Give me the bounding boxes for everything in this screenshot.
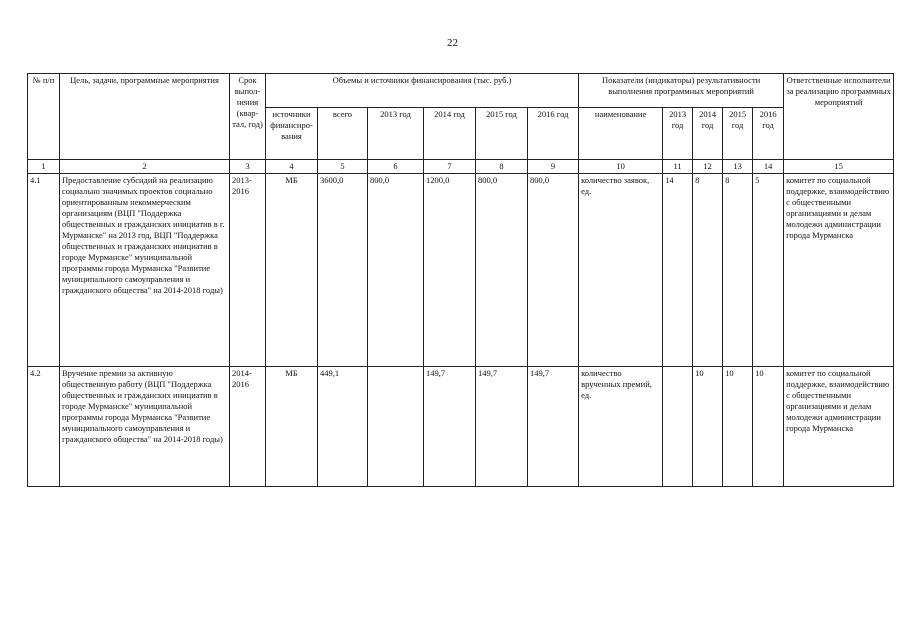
header-indicator-name: наименование (579, 108, 663, 160)
table-row (28, 174, 894, 367)
row-responsible: комитет по социальной поддержке, взаимодействию с общественными организациями и делам молодежи администрации города Мурманска (784, 174, 894, 367)
row-goal: Предоставление субсидий на реализацию социально значимых проектов социально ориентированным некоммерческим организациям (ВЦП "Поддержка общественных и гражданских инициатив в г. Мурманске" на 2013 год, ВЦП "Поддержка общественных и гражданских инициатив в городе Мурманске" муниципальной программы города Мурманска "Развитие муниципального самоуправления и гражданского общества" на 2014-2018 годы) (60, 174, 230, 367)
row-indicator-2016: 5 (753, 174, 784, 367)
column-number: 14 (753, 160, 784, 174)
header-indicator-2013: 2013 год (663, 108, 693, 160)
column-number: 9 (528, 160, 579, 174)
row-indicator-2015: 8 (723, 174, 753, 367)
program-table (27, 73, 894, 487)
row-indicator-2013 (663, 367, 693, 487)
header-row-1 (28, 74, 894, 108)
header-2015: 2015 год (476, 108, 528, 160)
header-goal: Цель, задачи, программные мероприятия (60, 74, 230, 160)
column-number: 3 (230, 160, 266, 174)
column-number: 8 (476, 160, 528, 174)
header-2014: 2014 год (424, 108, 476, 160)
header-term: Срок выпол-нения (квар-тал, год) (230, 74, 266, 160)
row-2015: 800,0 (476, 174, 528, 367)
column-number: 2 (60, 160, 230, 174)
row-indicator-2014: 10 (693, 367, 723, 487)
column-number: 15 (784, 160, 894, 174)
row-2013: 800,0 (368, 174, 424, 367)
row-2013 (368, 367, 424, 487)
table-row (28, 367, 894, 487)
row-2014: 149,7 (424, 367, 476, 487)
row-total: 449,1 (318, 367, 368, 487)
row-responsible: комитет по социальной поддержке, взаимодействию с общественными организациями и делам молодежи администрации города Мурманска (784, 367, 894, 487)
row-source: МБ (266, 174, 318, 367)
header-indicator-2016: 2016 год (753, 108, 784, 160)
column-number: 11 (663, 160, 693, 174)
row-2015: 149,7 (476, 367, 528, 487)
row-total: 3600,0 (318, 174, 368, 367)
row-term: 2013-2016 (230, 174, 266, 367)
page-number: 22 (447, 37, 458, 49)
header-2013: 2013 год (368, 108, 424, 160)
column-number: 4 (266, 160, 318, 174)
header-no: № п/п (28, 74, 60, 160)
row-number: 4.1 (28, 174, 60, 367)
row-2014: 1200,0 (424, 174, 476, 367)
row-term: 2014-2016 (230, 367, 266, 487)
row-2016: 800,0 (528, 174, 579, 367)
column-number: 10 (579, 160, 663, 174)
row-indicator-2016: 10 (753, 367, 784, 487)
header-total: всего (318, 108, 368, 160)
column-number: 6 (368, 160, 424, 174)
column-number: 13 (723, 160, 753, 174)
header-finance-group: Объемы и источники финансирования (тыс. руб.) (266, 74, 579, 108)
row-indicator-2015: 10 (723, 367, 753, 487)
row-indicator: количество врученных премий, ед. (579, 367, 663, 487)
row-number: 4.2 (28, 367, 60, 487)
column-number: 12 (693, 160, 723, 174)
row-indicator: количество заявок, ед. (579, 174, 663, 367)
column-number: 1 (28, 160, 60, 174)
row-2016: 149,7 (528, 367, 579, 487)
row-indicator-2013: 14 (663, 174, 693, 367)
row-goal: Вручение премии за активную общественную работу (ВЦП "Поддержка общественных и гражданских инициатив в городе Мурманске" муниципальной программы города Мурманска "Развитие муниципального самоуправления и гражданского общества" на 2014-2018 годы) (60, 367, 230, 487)
header-sources: источники финансиро-вания (266, 108, 318, 160)
column-number: 7 (424, 160, 476, 174)
row-source: МБ (266, 367, 318, 487)
column-number-row (28, 160, 894, 174)
row-indicator-2014: 8 (693, 174, 723, 367)
header-indicators-group: Показатели (индикаторы) результативности выполнения программных мероприятий (579, 74, 784, 108)
header-responsible: Ответственные исполнители за реализацию программных мероприятий (784, 74, 894, 160)
header-indicator-2015: 2015 год (723, 108, 753, 160)
header-2016: 2016 год (528, 108, 579, 160)
header-indicator-2014: 2014 год (693, 108, 723, 160)
column-number: 5 (318, 160, 368, 174)
